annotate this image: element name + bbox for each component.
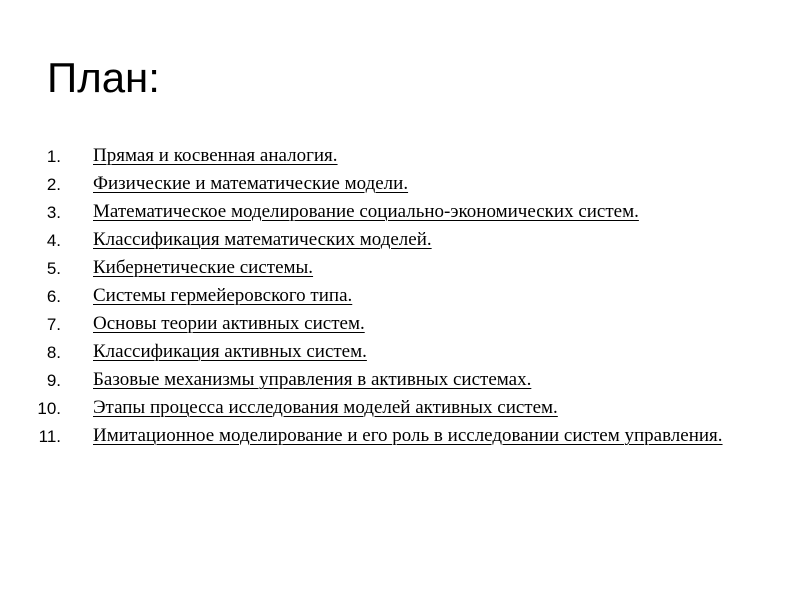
list-item-number: 9. [46,371,61,390]
list-item-number: 4. [46,231,61,250]
list-item [0,424,760,448]
list-item [0,144,760,168]
list-item-link[interactable]: Кибернетические системы. [93,257,314,278]
list-item-link[interactable]: Этапы процесса исследования моделей активных систем. [93,397,558,418]
list-item [0,228,760,252]
list-item-link[interactable]: Физические и математические модели. [93,173,409,194]
list-item-link[interactable]: Прямая и косвенная аналогия. [93,145,338,166]
list-item-number: 5. [46,259,61,278]
plan-list [0,144,760,452]
list-item [0,340,760,364]
list-item-link[interactable]: Математическое моделирование социально-экономических систем. [93,201,639,222]
list-item [0,200,760,224]
list-item-link[interactable]: Классификация активных систем. [93,341,367,362]
list-item-number: 3. [46,203,61,222]
list-item-number: 10. [37,399,61,418]
list-item-number: 1. [46,147,61,166]
list-item-number: 6. [46,287,61,306]
list-item [0,256,760,280]
list-item-link[interactable]: Классификация математических моделей. [93,229,432,250]
list-item-number: 7. [46,315,61,334]
list-item-link[interactable]: Системы гермейеровского типа. [93,285,353,306]
list-item-number: 11. [38,427,61,446]
list-item [0,368,760,392]
list-item-link[interactable]: Основы теории активных систем. [93,313,365,334]
list-item [0,172,760,196]
list-item-number: 8. [46,343,61,362]
list-item-link[interactable]: Имитационное моделирование и его роль в исследовании систем управления. [93,425,723,446]
list-item-link[interactable]: Базовые механизмы управления в активных системах. [93,369,532,390]
list-item [0,284,760,308]
list-item [0,396,760,420]
slide-title: План: [47,54,160,101]
list-item-number: 2. [46,175,61,194]
list-item [0,312,760,336]
